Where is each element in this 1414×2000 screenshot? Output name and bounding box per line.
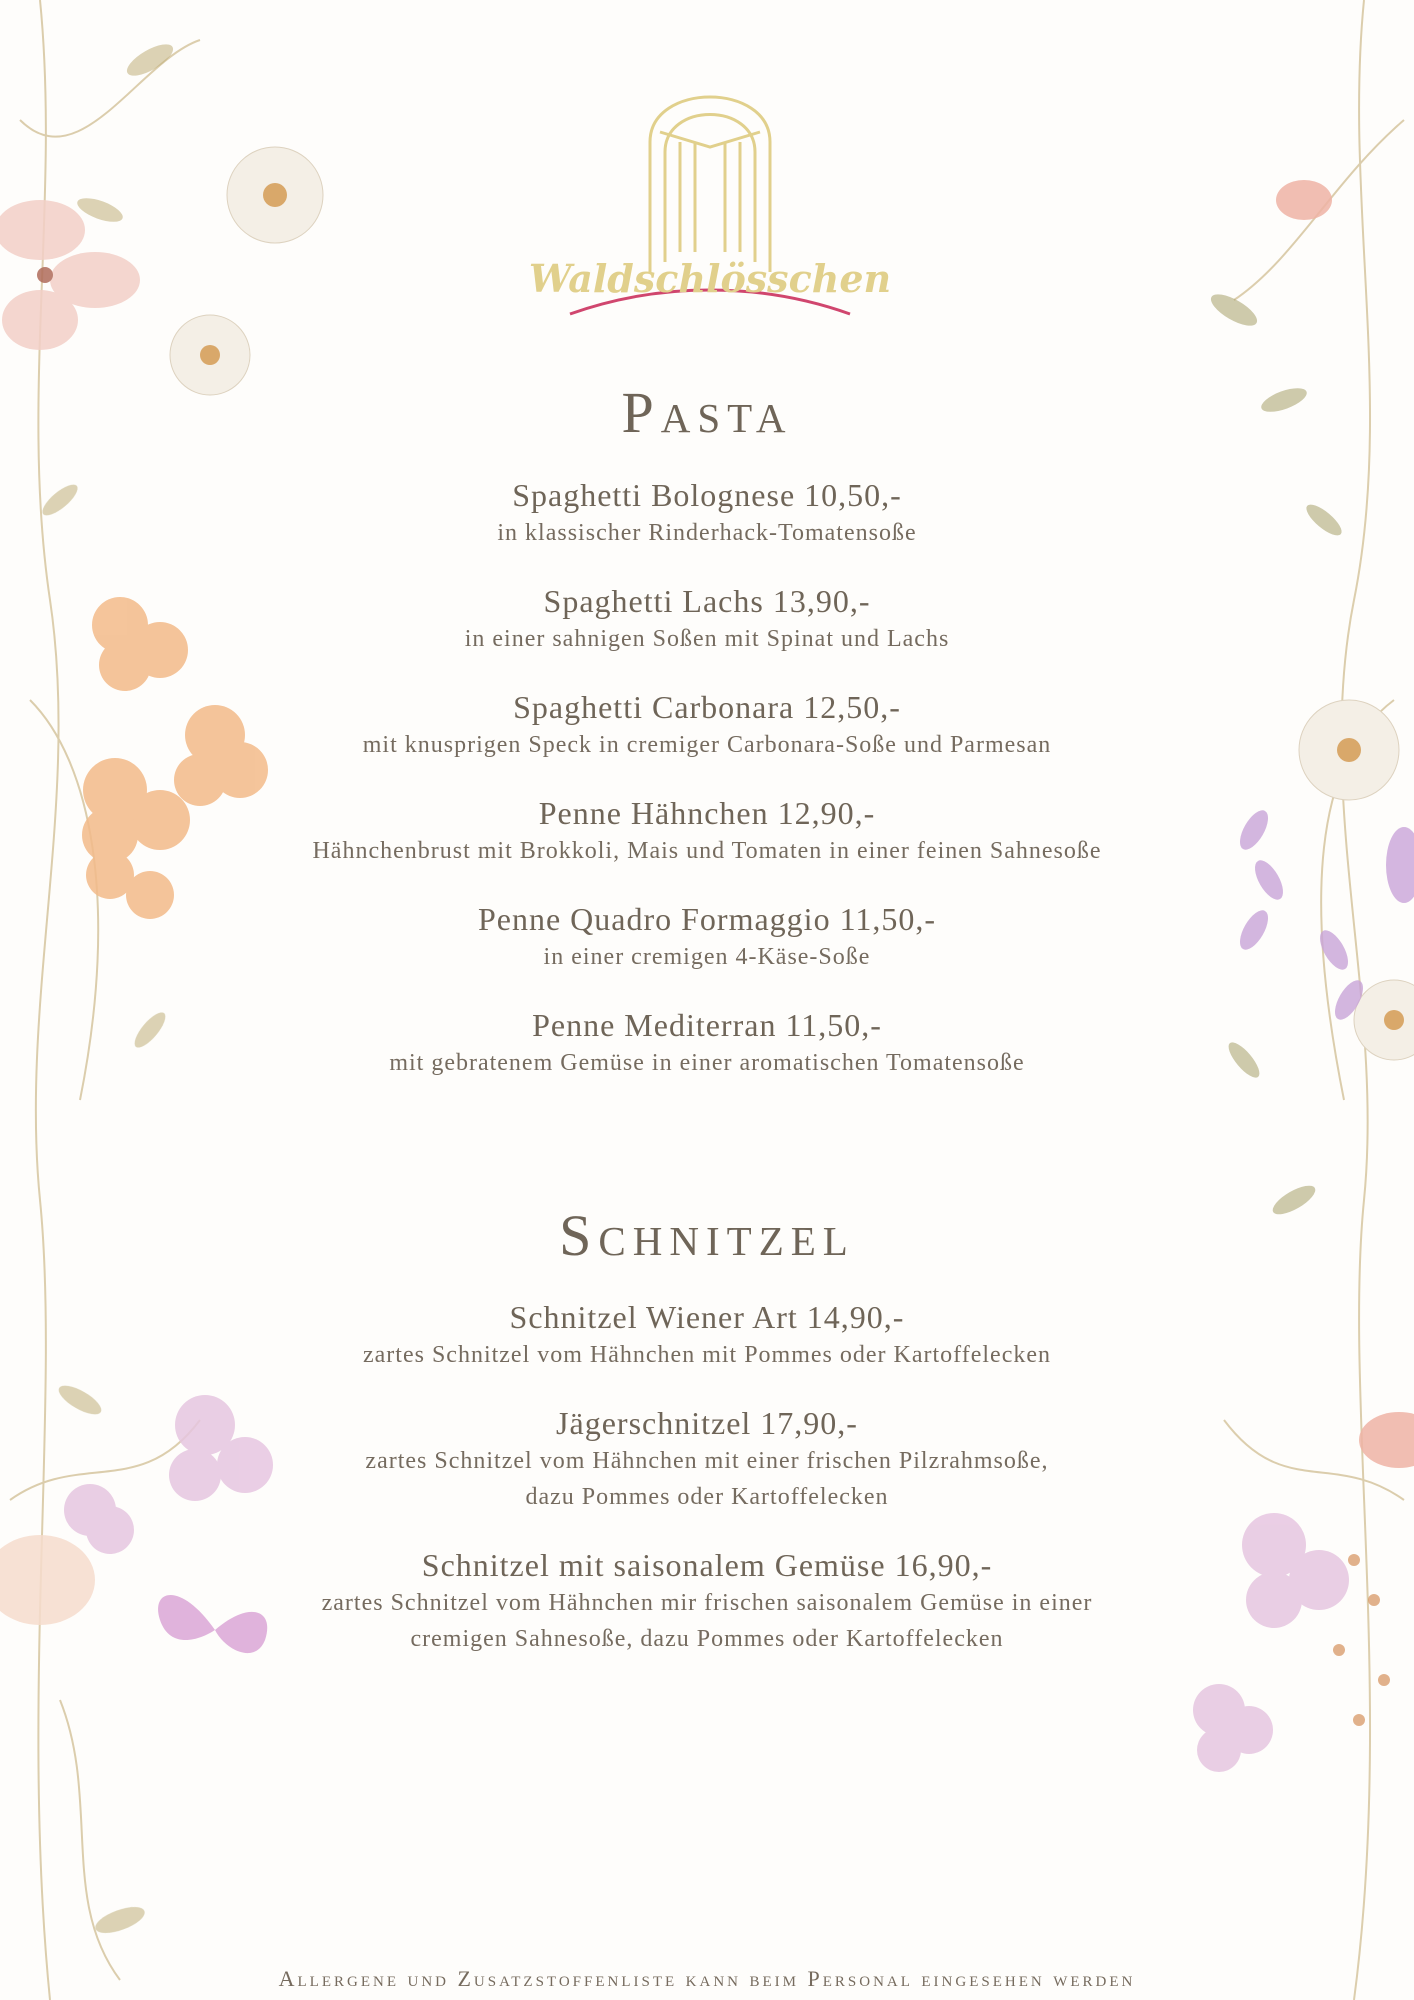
item-description: mit knusprigen Speck in cremiger Carbonara-Soße und Parmesan (362, 731, 1052, 758)
item-name: Penne Quadro Formaggio 11,50,- (477, 900, 937, 937)
logo (528, 52, 892, 332)
item-description: mit gebratenem Gemüse in einer aromatischen Tomatensoße (389, 1049, 1025, 1076)
menu-item (230, 475, 1184, 551)
item-name: Jägerschnitzel 17,90,- (556, 1405, 858, 1442)
item-description: zartes Schnitzel vom Hähnchen mit einer frischen Pilzrahmsoße, dazu Pommes oder Kartoffelecken (365, 1448, 1049, 1511)
menu-item (230, 793, 1184, 869)
menu-item (230, 1297, 1184, 1373)
item-name: Schnitzel mit saisonalem Gemüse 16,90,- (421, 1547, 993, 1584)
item-name: Penne Hähnchen 12,90,- (538, 794, 876, 831)
item-description: in klassischer Rinderhack-Tomatensoße (497, 519, 917, 546)
logo-text: Waldschlösschen (528, 256, 892, 301)
menu-item (230, 1005, 1184, 1081)
menu-content (230, 380, 1184, 1687)
menu-item (230, 1403, 1184, 1515)
item-name: Schnitzel Wiener Art 14,90,- (509, 1299, 905, 1336)
white-daisy-icon (170, 147, 323, 395)
section-schnitzel (230, 1203, 1184, 1658)
logo-arch-icon (528, 52, 892, 332)
item-description: zartes Schnitzel vom Hähnchen mir frischen saisonalem Gemüse in einer cremigen Sahnesoße, dazu Pommes oder Kartoffelecken (321, 1590, 1093, 1653)
item-description: zartes Schnitzel vom Hähnchen mit Pommes oder Kartoffelecken (362, 1342, 1052, 1369)
item-description: in einer sahnigen Soßen mit Spinat und Lachs (464, 625, 950, 652)
item-name: Penne Mediterran 11,50,- (532, 1006, 882, 1043)
menu-item (230, 1545, 1184, 1657)
item-name: Spaghetti Carbonara 12,50,- (513, 688, 901, 725)
item-name: Spaghetti Bolognese 10,50,- (512, 476, 902, 513)
section-title: Pasta (621, 380, 793, 445)
lilac-flower-icon (1193, 1513, 1349, 1772)
pink-flower-icon (0, 200, 140, 350)
item-name: Spaghetti Lachs 13,90,- (543, 582, 871, 619)
item-description: in einer cremigen 4-Käse-Soße (543, 943, 871, 970)
menu-item (230, 687, 1184, 763)
section-pasta (230, 380, 1184, 1081)
allergen-footer-note: Allergene und Zusatzstoffenliste kann beim Personal eingesehen werden (278, 1966, 1136, 1991)
menu-item (230, 581, 1184, 657)
menu-item (230, 899, 1184, 975)
section-title: Schnitzel (559, 1202, 855, 1268)
item-description: Hähnchenbrust mit Brokkoli, Mais und Tomaten in einer feinen Sahnesoße (312, 837, 1102, 864)
